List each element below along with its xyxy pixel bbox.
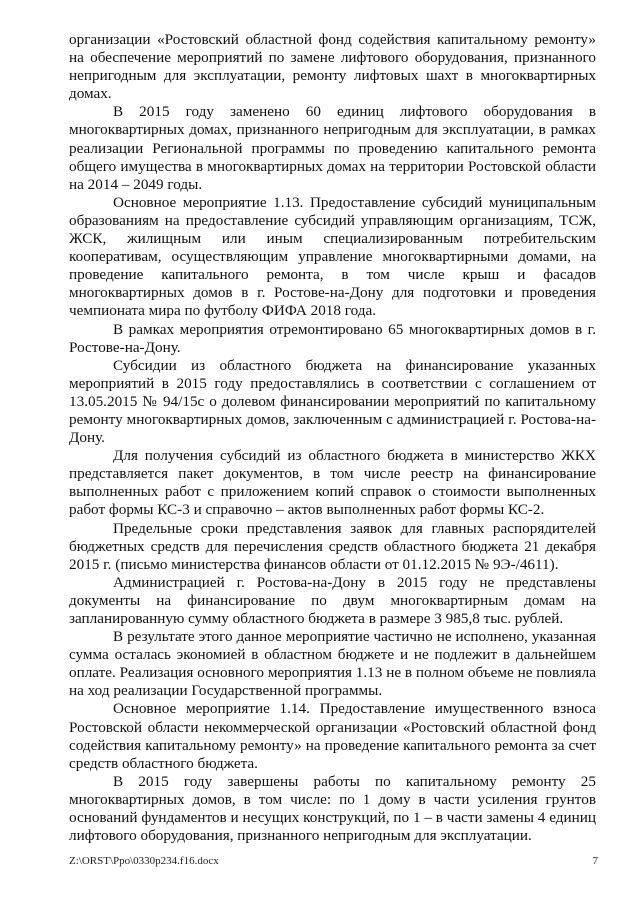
paragraph-continuation: организации «Ростовский областной фонд содействия капитальному ремонту» на обеспечение мероприятий по замене лифтового оборудования, признанного непригодным для эксплуатации, ремонту лифтовых шахт в многоквартирных домах. — [69, 31, 596, 103]
paragraph-documents-package: Для получения субсидий из областного бюджета в министерство ЖКХ представляется пакет документов, в том числе реестр на финансирование выполненных работ с приложением копий справок о стоимости выполненных работ формы КС-3 и справочно – актов выполненных работ формы КС-2. — [69, 447, 596, 519]
paragraph-not-submitted: Администрацией г. Ростова-на-Дону в 2015 году не представлены документы на финансирование по двум многоквартирным домам на запланированную сумму областного бюджета в размере 3 985,8 тыс. рублей. — [69, 573, 596, 627]
paragraph-elevators-replaced: В 2015 году заменено 60 единиц лифтового оборудования в многоквартирных домах, признанного непригодным для эксплуатации, в рамках реализации Региональной программы по проведению капитального ремонта общего имущества в многоквартирных домах на территории Ростовской области на 2014 – 2049 годы. — [69, 103, 596, 193]
document-body — [69, 31, 596, 845]
paragraph-deadlines: Предельные сроки представления заявок для главных распорядителей бюджетных средств для перечисления средств областного бюджета 21 декабря 2015 г. (письмо министерства финансов области от 01.12.2015 № 9Э-/4611). — [69, 519, 596, 573]
paragraph-works-completed: В 2015 году завершены работы по капитальному ремонту 25 многоквартирных домов, в том числе: по 1 дому в части усиления грунтов оснований фундаментов и несущих конструкций, по 1 – в части замены 4 единиц лифтового оборудования, признанного непригодным для эксплуатации. — [69, 772, 596, 845]
paragraph-subsidies-agreement: Субсидии из областного бюджета на финансирование указанных мероприятий в 2015 году предоставлялись в соответствии с соглашением от 13.05.2015 № 94/15с о долевом финансировании мероприятий по капитальному ремонту многоквартирных домов, заключенным с администрацией г. Ростова-на-Дону. — [69, 356, 596, 447]
paragraph-measure-1-13: Основное мероприятие 1.13. Предоставление субсидий муниципальным образованиям на предоставление субсидий управляющим организациям, ТСЖ, ЖСК, жилищным или иным специализированным потребительским кооперативам, осуществляющим управление многоквартирными домами, на проведение капитального ремонта, в том числе крыш и фасадов многоквартирных домов в г. Ростове-на-Дону для подготовки и проведения чемпионата мира по футболу ФИФА 2018 года. — [69, 193, 596, 320]
footer-file-path: Z:\ORST\Ppo\0330p234.f16.docx — [69, 855, 219, 867]
paragraph-houses-repaired: В рамках мероприятия отремонтировано 65 многоквартирных домов в г. Ростове-на-Дону. — [69, 320, 596, 356]
paragraph-measure-1-14: Основное мероприятие 1.14. Предоставление имущественного взноса Ростовской области некоммерческой организации «Ростовский областной фонд содействия капитальному ремонту» на проведение капитального ремонта за счет средств областного бюджета. — [69, 700, 596, 772]
paragraph-result: В результате этого данное мероприятие частично не исполнено, указанная сумма осталась экономией в областном бюджете и не подлежит в дальнейшем оплате. Реализация основного мероприятия 1.13 не в полном объеме не повлияла на ход реализации Государственной программы. — [69, 628, 596, 700]
footer-page-number: 7 — [592, 855, 598, 867]
page-footer — [69, 855, 598, 867]
